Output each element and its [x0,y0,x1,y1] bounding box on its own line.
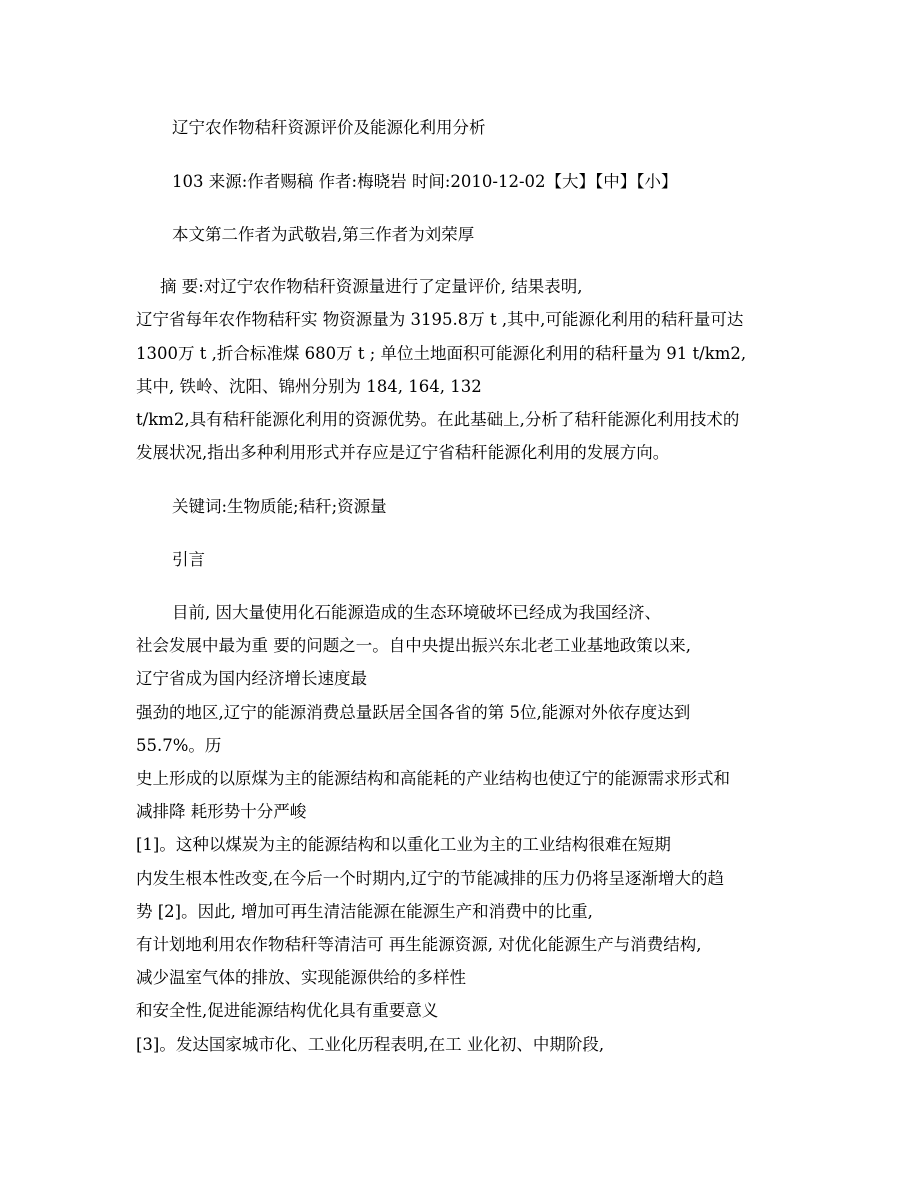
article-meta: 103 来源:作者赐稿 作者:梅晓岩 时间:2010-12-02【大】【中】【小】 [172,172,678,191]
body-line: 社会发展中最为重 要的问题之一。自中央提出振兴东北老工业基地政策以来, [136,636,691,655]
keywords-line: 关键词:生物质能;秸秆;资源量 [172,497,387,516]
abstract-line: 1300万 t ,折合标准煤 680万 t ; 单位土地面积可能源化利用的秸秆量为 91 t/km2, [136,344,747,363]
intro-heading: 引言 [172,550,205,569]
abstract-line: 辽宁省每年农作物秸秆实 物资源量为 3195.8万 t ,其中,可能源化利用的秸秆量可达 [136,310,744,329]
article-title: 辽宁农作物秸秆资源评价及能源化利用分析 [172,118,486,137]
body-line: 史上形成的以原煤为主的能源结构和高能耗的产业结构也使辽宁的能源需求形式和 [136,769,730,788]
abstract-line: 摘 要:对辽宁农作物秸秆资源量进行了定量评价, 结果表明, [160,277,583,296]
body-line: 减少温室气体的排放、实现能源供给的多样性 [136,968,466,987]
body-line: 55.7%。历 [136,736,222,755]
body-line: 和安全性,促进能源结构优化具有重要意义 [136,1001,439,1020]
body-line: 势 [2]。因此, 增加可再生清洁能源在能源生产和消费中的比重, [136,902,593,921]
body-line: 减排降 耗形势十分严峻 [136,802,307,821]
abstract-line: t/km2,具有秸秆能源化利用的资源优势。在此基础上,分析了秸秆能源化利用技术的 [136,410,740,429]
coauthors-line: 本文第二作者为武敬岩,第三作者为刘荣厚 [172,225,475,244]
body-line: 辽宁省成为国内经济增长速度最 [136,669,367,688]
abstract-line: 其中, 铁岭、沈阳、锦州分别为 184, 164, 132 [136,377,482,396]
body-line: 有计划地利用农作物秸秆等清洁可 再生能源资源, 对优化能源生产与消费结构, [136,935,702,954]
body-line: [1]。这种以煤炭为主的能源结构和以重化工业为主的工业结构很难在短期 [136,835,671,854]
abstract-line: 发展状况,指出多种利用形式并存应是辽宁省秸秆能源化利用的发展方向。 [136,443,670,462]
body-line: 强劲的地区,辽宁的能源消费总量跃居全国各省的第 5位,能源对外依存度达到 [136,703,691,722]
body-line: 目前, 因大量使用化石能源造成的生态环境破坏已经成为我国经济、 [172,603,661,622]
body-line: 内发生根本性改变,在今后一个时期内,辽宁的节能减排的压力仍将呈逐渐增大的趋 [136,869,724,888]
body-line: [3]。发达国家城市化、工业化历程表明,在工 业化初、中期阶段, [136,1035,605,1054]
